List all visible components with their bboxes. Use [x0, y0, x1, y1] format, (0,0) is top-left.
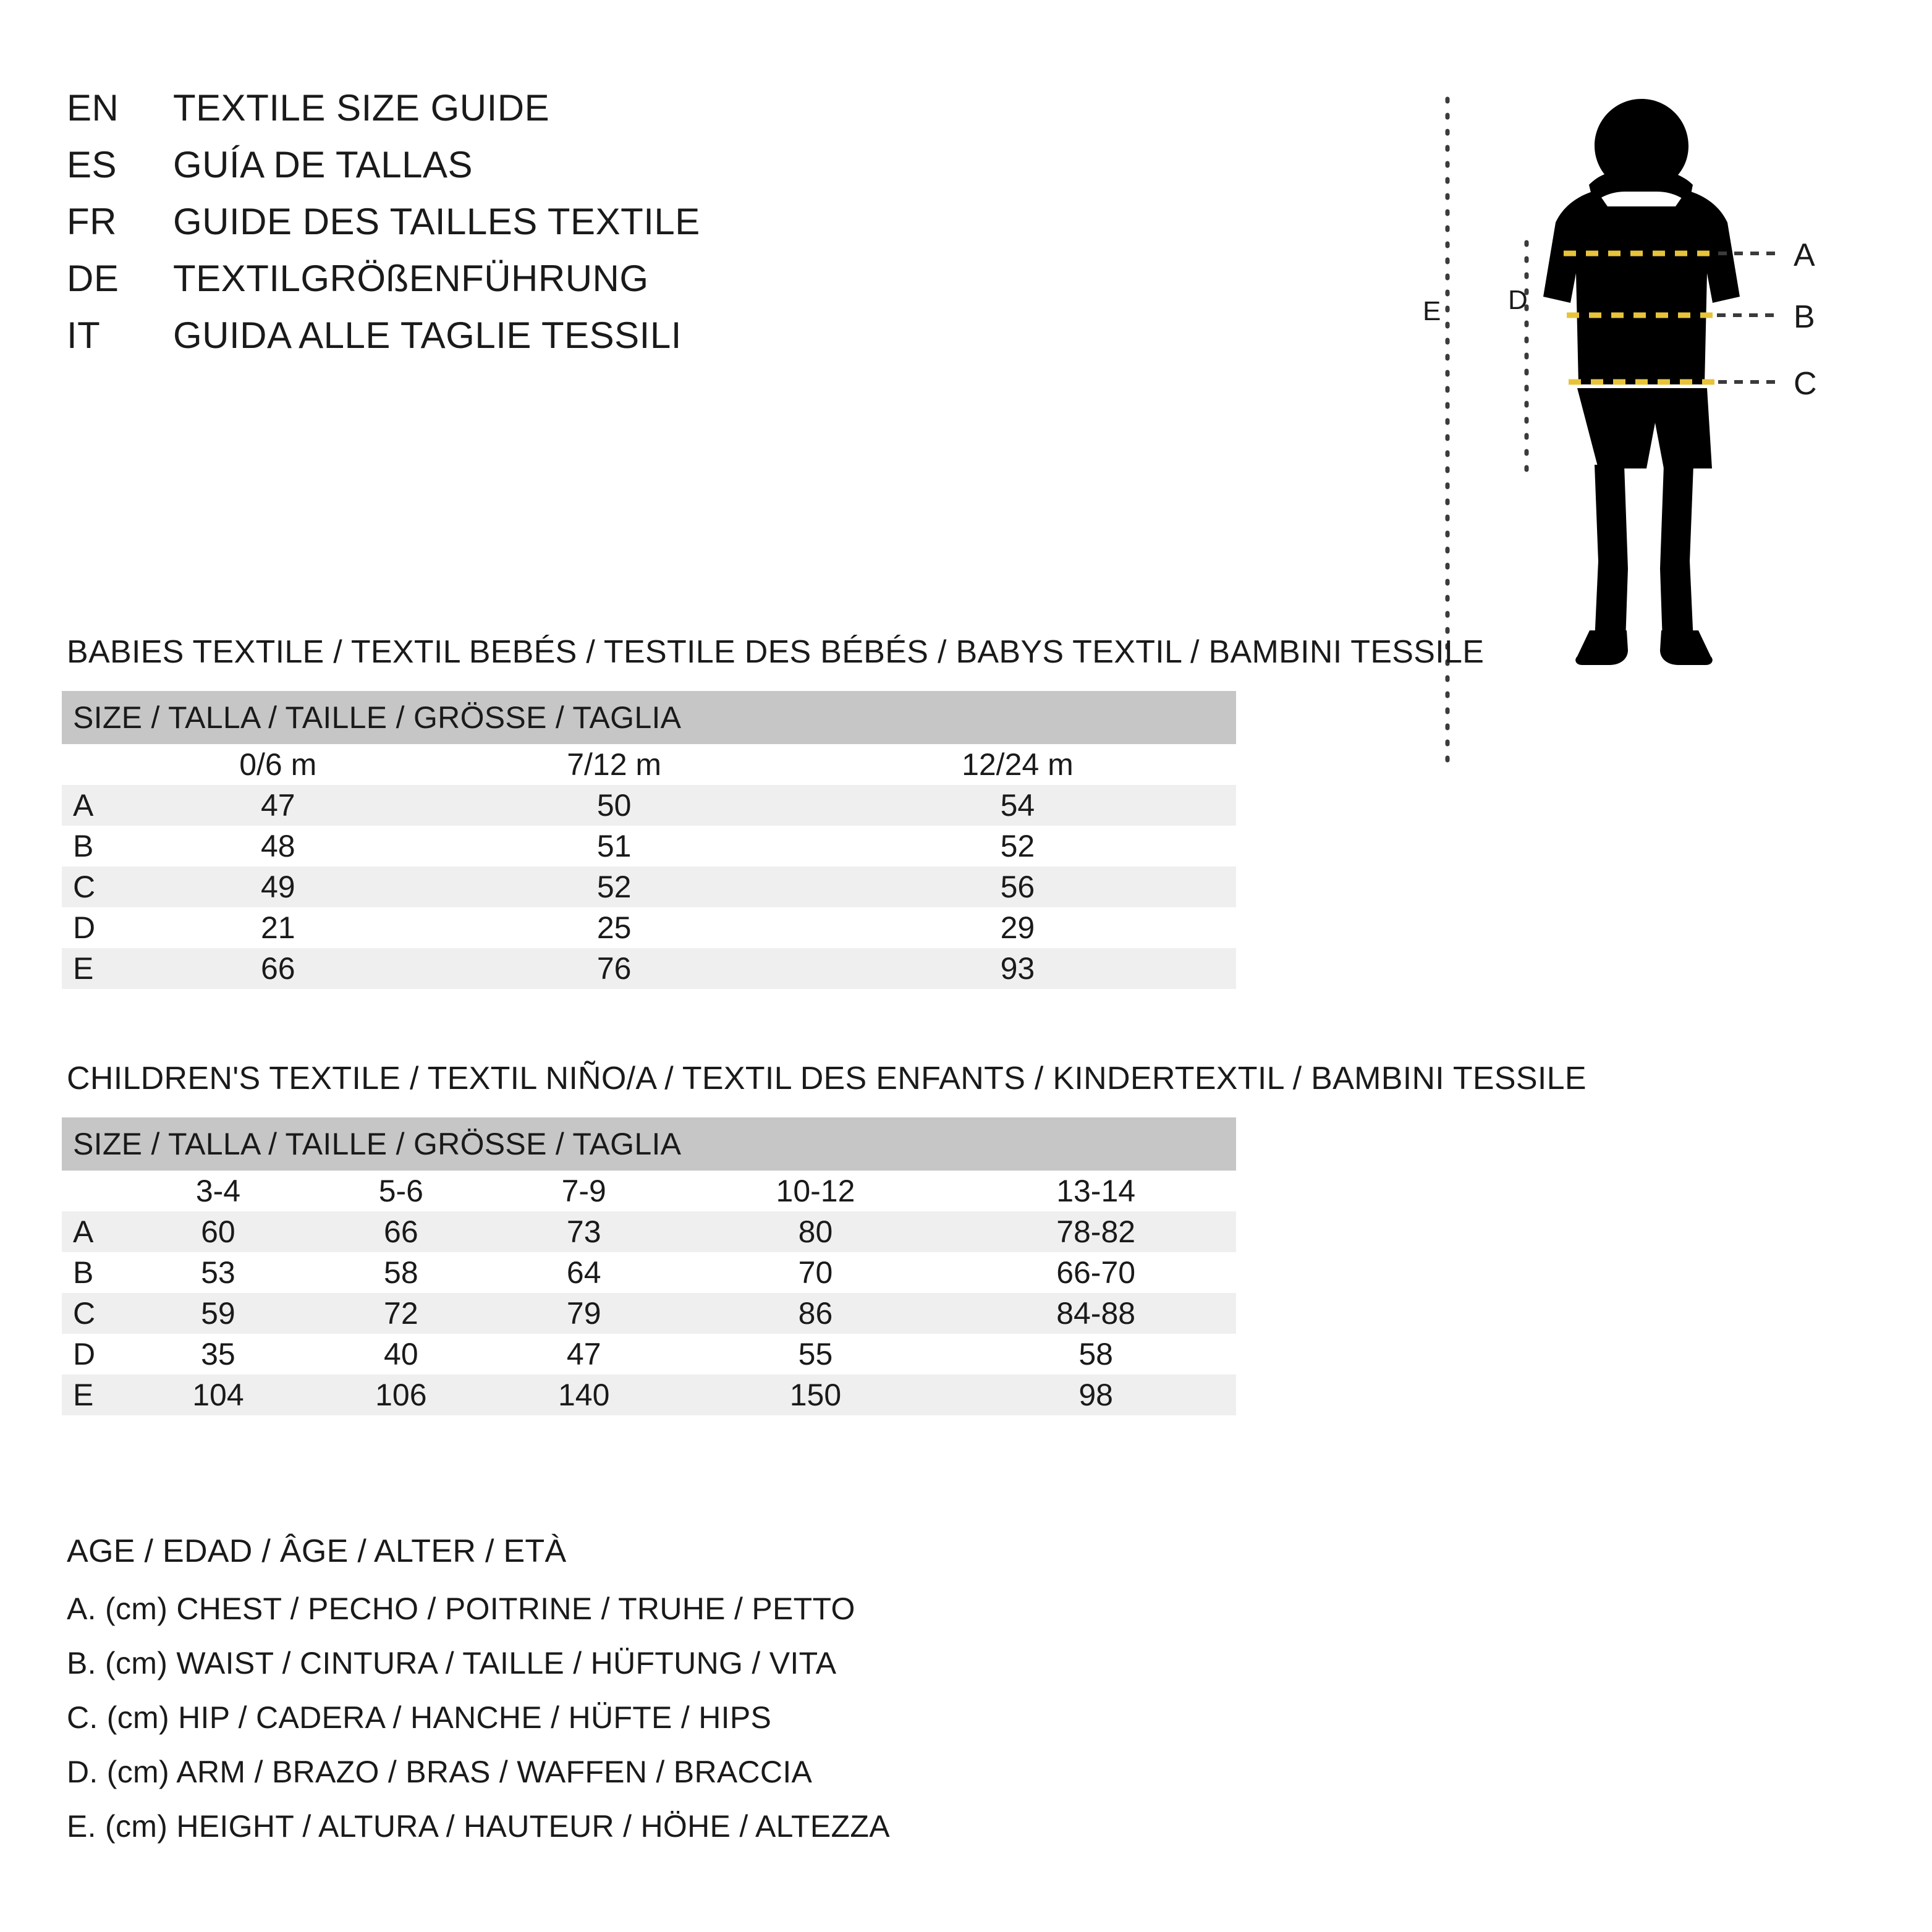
table-cell: 58: [955, 1334, 1236, 1375]
babies-col-2: 12/24 m: [799, 744, 1236, 785]
table-cell: 47: [493, 1334, 676, 1375]
row-label: D: [62, 907, 127, 948]
language-code: IT: [67, 315, 101, 356]
table-cell: 56: [799, 866, 1236, 907]
spacer-cell: [62, 1171, 127, 1211]
row-label: C: [62, 866, 127, 907]
language-title: TEXTILGRÖßENFÜHRUNG: [173, 258, 649, 299]
legend-line-b: B. (cm) WAIST / CINTURA / TAILLE / HÜFTUNG / VITA: [67, 1646, 837, 1680]
table-row: [62, 948, 1236, 989]
table-cell: 93: [799, 948, 1236, 989]
table-cell: 40: [310, 1334, 493, 1375]
table-row: [62, 1334, 1236, 1375]
table-row: [62, 866, 1236, 907]
row-label: E: [62, 948, 127, 989]
table-cell: 66: [127, 948, 430, 989]
row-label: D: [62, 1334, 127, 1375]
children-section-caption: CHILDREN'S TEXTILE / TEXTIL NIÑO/A / TEXTIL DES ENFANTS / KINDERTEXTIL / BAMBINI TESSILE: [67, 1061, 1587, 1096]
label-e: E: [1423, 296, 1441, 326]
language-row-fr: [67, 200, 1396, 257]
legend-line-d: D. (cm) ARM / BRAZO / BRAS / WAFFEN / BRACCIA: [67, 1755, 813, 1789]
table-cell: 86: [676, 1293, 956, 1334]
table-cell: 53: [127, 1252, 310, 1293]
table-cell: 140: [493, 1375, 676, 1415]
children-table-column-header: [62, 1171, 1236, 1211]
table-cell: 59: [127, 1293, 310, 1334]
label-a: A: [1794, 237, 1815, 273]
spacer-cell: [62, 744, 127, 785]
babies-size-table: [62, 691, 1236, 989]
table-cell: 54: [799, 785, 1236, 826]
legend-line-e: E. (cm) HEIGHT / ALTURA / HAUTEUR / HÖHE / ALTEZZA: [67, 1809, 890, 1844]
row-label: A: [62, 785, 127, 826]
table-row: [62, 826, 1236, 866]
babies-table-band-label: SIZE / TALLA / TAILLE / GRÖSSE / TAGLIA: [62, 691, 1236, 744]
table-row: [62, 1293, 1236, 1334]
table-cell: 70: [676, 1252, 956, 1293]
language-row-es: [67, 143, 1396, 200]
table-cell: 84-88: [955, 1293, 1236, 1334]
table-cell: 25: [430, 907, 799, 948]
language-row-de: [67, 257, 1396, 314]
table-cell: 52: [430, 866, 799, 907]
row-label: C: [62, 1293, 127, 1334]
table-row: [62, 785, 1236, 826]
language-title: GUÍA DE TALLAS: [173, 144, 473, 185]
language-code: EN: [67, 87, 119, 129]
language-row-en: [67, 87, 1396, 143]
language-title: TEXTILE SIZE GUIDE: [173, 87, 550, 129]
table-cell: 52: [799, 826, 1236, 866]
label-d: D: [1508, 285, 1528, 315]
language-row-it: [67, 314, 1396, 371]
row-label: B: [62, 1252, 127, 1293]
label-c: C: [1794, 366, 1817, 402]
children-table-band-row: [62, 1117, 1236, 1171]
table-cell: 106: [310, 1375, 493, 1415]
table-cell: 73: [493, 1211, 676, 1252]
label-b: B: [1794, 299, 1815, 335]
table-cell: 78-82: [955, 1211, 1236, 1252]
table-row: [62, 907, 1236, 948]
language-title: GUIDA ALLE TAGLIE TESSILI: [173, 315, 682, 356]
children-col-0: 3-4: [127, 1171, 310, 1211]
table-row: [62, 1252, 1236, 1293]
legend-line-c: C. (cm) HIP / CADERA / HANCHE / HÜFTE / HIPS: [67, 1700, 772, 1735]
language-title-list: [67, 87, 1396, 371]
table-cell: 64: [493, 1252, 676, 1293]
children-size-table: [62, 1117, 1236, 1415]
row-label: A: [62, 1211, 127, 1252]
language-code: DE: [67, 258, 119, 299]
children-col-3: 10-12: [676, 1171, 956, 1211]
table-cell: 49: [127, 866, 430, 907]
babies-table-band-row: [62, 691, 1236, 744]
table-cell: 104: [127, 1375, 310, 1415]
row-label: B: [62, 826, 127, 866]
children-table-band-label: SIZE / TALLA / TAILLE / GRÖSSE / TAGLIA: [62, 1117, 1236, 1171]
table-cell: 80: [676, 1211, 956, 1252]
table-cell: 66: [310, 1211, 493, 1252]
table-cell: 35: [127, 1334, 310, 1375]
children-col-4: 13-14: [955, 1171, 1236, 1211]
table-cell: 50: [430, 785, 799, 826]
table-row: [62, 1375, 1236, 1415]
table-row: [62, 1211, 1236, 1252]
table-cell: 66-70: [955, 1252, 1236, 1293]
table-cell: 29: [799, 907, 1236, 948]
row-label: E: [62, 1375, 127, 1415]
table-cell: 58: [310, 1252, 493, 1293]
babies-section-caption: BABIES TEXTILE / TEXTIL BEBÉS / TESTILE DES BÉBÉS / BABYS TEXTIL / BAMBINI TESSILE: [67, 634, 1485, 670]
table-cell: 60: [127, 1211, 310, 1252]
table-cell: 76: [430, 948, 799, 989]
language-code: FR: [67, 201, 117, 242]
legend-line-a: A. (cm) CHEST / PECHO / POITRINE / TRUHE / PETTO: [67, 1591, 855, 1626]
language-code: ES: [67, 144, 117, 185]
table-cell: 55: [676, 1334, 956, 1375]
babies-col-1: 7/12 m: [430, 744, 799, 785]
children-col-2: 7-9: [493, 1171, 676, 1211]
babies-col-0: 0/6 m: [127, 744, 430, 785]
table-cell: 98: [955, 1375, 1236, 1415]
table-cell: 47: [127, 785, 430, 826]
table-cell: 72: [310, 1293, 493, 1334]
children-col-1: 5-6: [310, 1171, 493, 1211]
table-cell: 51: [430, 826, 799, 866]
measurement-legend: [67, 1533, 890, 1863]
table-cell: 48: [127, 826, 430, 866]
babies-table-column-header: [62, 744, 1236, 785]
table-cell: 150: [676, 1375, 956, 1415]
table-cell: 21: [127, 907, 430, 948]
table-cell: 79: [493, 1293, 676, 1334]
legend-title: AGE / EDAD / ÂGE / ALTER / ETÀ: [67, 1533, 567, 1569]
language-title: GUIDE DES TAILLES TEXTILE: [173, 201, 700, 242]
